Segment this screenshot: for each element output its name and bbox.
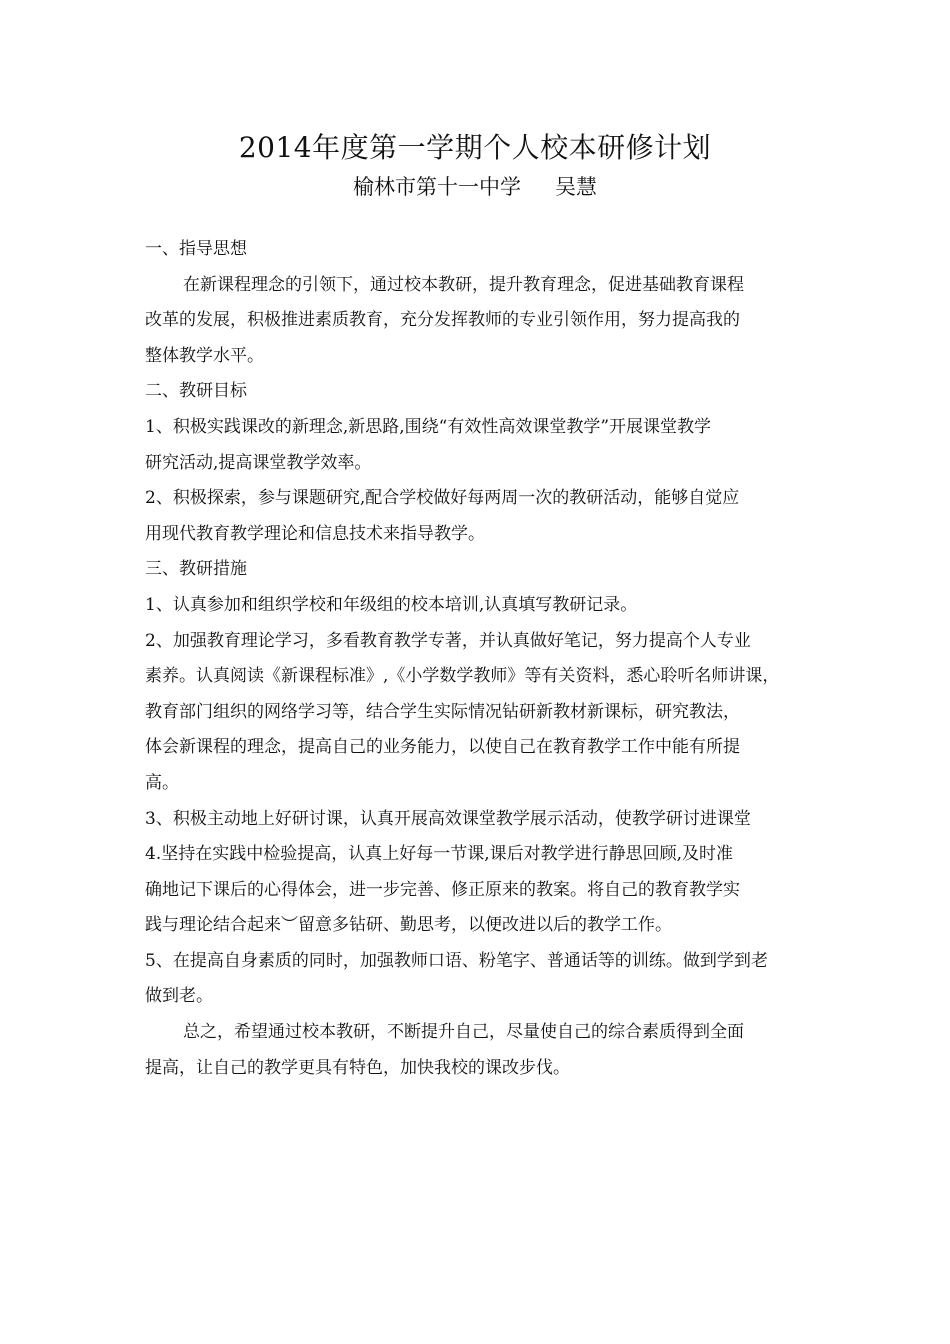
school-name: 榆林市第十一中学	[353, 175, 521, 199]
paragraph-line: 4.坚持在实践中检验提高，认真上好每一节课,课后对教学进行静思回顾,及时准	[145, 844, 734, 865]
paragraph-line: 践与理论结合起来︶留意多钻研、勤思考，以便改进以后的教学工作。	[145, 915, 672, 936]
paragraph-line: 在新课程理念的引领下，通过校本教研，提升教育理念，促进基础教育课程	[183, 274, 744, 295]
paragraph-line: 5、在提高自身素质的同时，加强教师口语、粉笔字、普通话等的训练。做到学到老	[145, 950, 768, 971]
paragraph-line: 2、加强教育理论学习，多看教育教学专著，并认真做好笔记，努力提高个人专业	[145, 630, 751, 651]
paragraph-line: 体会新课程的理念，提高自己的业务能力，以使自己在教育教学工作中能有所提	[145, 737, 740, 758]
section-heading: 三、教研措施	[145, 559, 247, 580]
paragraph-line: 3、积极主动地上好研讨课，认真开展高效课堂教学展示活动，使教学研讨进课堂	[145, 808, 751, 829]
paragraph-line: 1、积极实践课改的新理念,新思路,围绕“有效性高效课堂教学”开展课堂教学	[145, 416, 712, 437]
paragraph-line: 确地记下课后的心得体会，进一步完善、修正原来的教案。将自己的教育教学实	[145, 879, 740, 900]
section-heading: 一、指导思想	[145, 239, 247, 259]
author-name: 吴慧	[555, 175, 597, 199]
paragraph-line: 提高，让自己的教学更具有特色，加快我校的课改步伐。	[145, 1057, 570, 1078]
paragraph-line: 整体教学水平。	[145, 345, 264, 366]
paragraph-line: 教育部门组织的网络学习等，结合学生实际情况钻研新教材新课标，研究教法，	[145, 701, 740, 722]
paragraph-line: 素养。认真阅读《新课程标准》,《小学数学教师》等有关资料，悉心聆听名师讲课，	[145, 666, 780, 687]
paragraph-line: 用现代教育教学理论和信息技术来指导教学。	[145, 523, 485, 544]
paragraph-line: 1、认真参加和组织学校和年级组的校本培训,认真填写教研记录。	[145, 594, 638, 615]
document-subtitle	[0, 172, 950, 202]
paragraph-line: 总之，希望通过校本教研，不断提升自己，尽量使自己的综合素质得到全面	[183, 1022, 744, 1043]
paragraph-line: 2、积极探索，参与课题研究,配合学校做好每两周一次的教研活动，能够自觉应	[145, 488, 740, 509]
document-body	[145, 232, 817, 1086]
paragraph-line: 研究活动,提高课堂教学效率。	[145, 452, 372, 473]
paragraph-line: 做到老。	[145, 986, 213, 1007]
paragraph-line: 高。	[145, 772, 179, 793]
section-heading: 二、教研目标	[145, 381, 247, 402]
document-title: 2014年度第一学期个人校本研修计划	[238, 131, 712, 164]
paragraph-line: 改革的发展，积极推进素质教育，充分发挥教师的专业引领作用，努力提高我的	[145, 310, 740, 331]
